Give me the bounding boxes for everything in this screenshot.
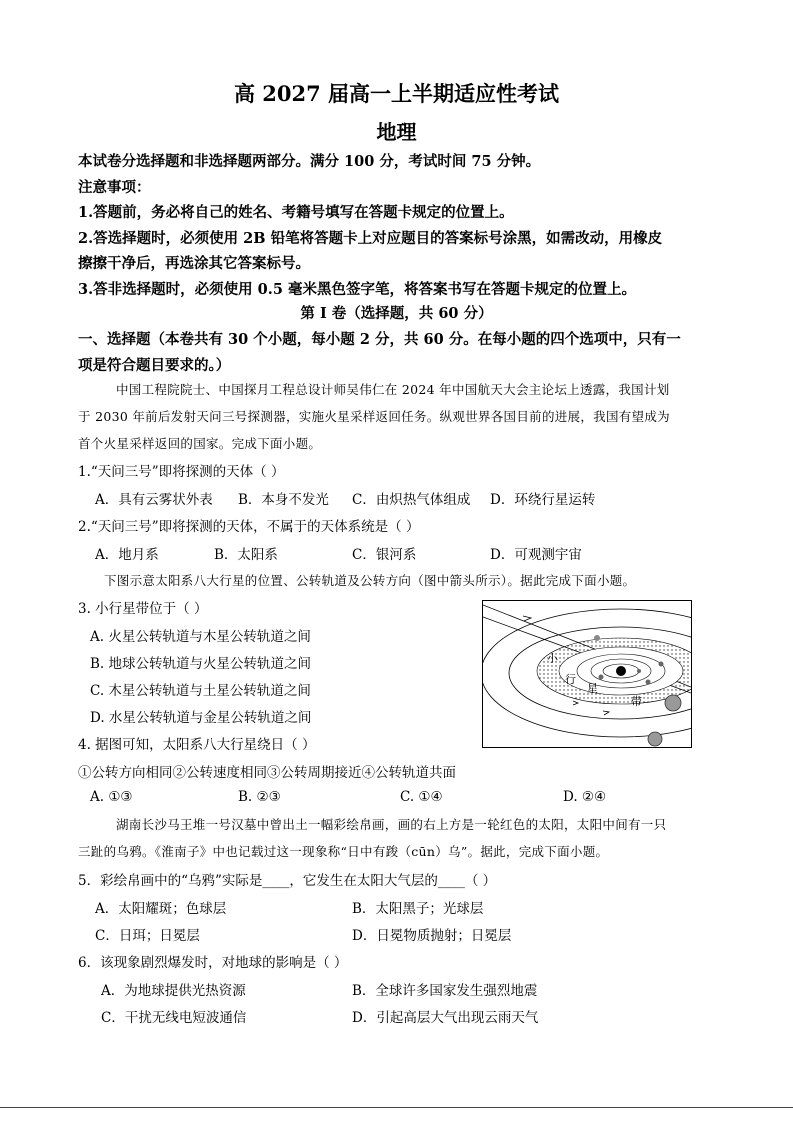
question-3-option-b[interactable]: B. 地球公转轨道与火星公转轨道之间 bbox=[90, 656, 312, 672]
subject-title: 地理 bbox=[376, 120, 417, 144]
question-4-choices: ①公转方向相同②公转速度相同③公转周期接近④公转轨道共面 bbox=[78, 765, 456, 781]
planet-mars bbox=[659, 662, 664, 667]
planet-earth bbox=[646, 680, 651, 685]
planet-venus bbox=[599, 675, 604, 680]
planet-mercury bbox=[637, 669, 641, 673]
solar-system-diagram bbox=[483, 601, 691, 747]
planet-uranus bbox=[594, 635, 600, 641]
question-4-option-b[interactable]: B. ②③ bbox=[238, 789, 281, 805]
part1-heading-line-2: 项是符合题目要求的。） bbox=[78, 357, 231, 374]
direction-arrow bbox=[573, 701, 578, 705]
question-2-option-a[interactable]: A．地月系 bbox=[95, 547, 159, 563]
exam-intro: 本试卷分选择题和非选择题两部分。满分 100 分，考试时间 75 分钟。 bbox=[78, 153, 541, 170]
passage-1-line-1: 中国工程院院士、中国探月工程总设计师吴伟仁在 2024 年中国航天大会主论坛上透露，我国计划 bbox=[116, 382, 670, 397]
sun-icon bbox=[616, 666, 626, 676]
question-3-stem: 3. 小行星带位于（ ） bbox=[78, 601, 208, 617]
asteroid-belt-label-3: 星 bbox=[587, 682, 598, 695]
page-title: 高 2027 届高一上半期适应性考试 bbox=[233, 81, 560, 106]
question-5-option-b[interactable]: B．太阳黑子；光球层 bbox=[352, 901, 484, 917]
question-5-option-d[interactable]: D．日冕物质抛射；日冕层 bbox=[352, 928, 512, 944]
question-2-option-c[interactable]: C．银河系 bbox=[352, 547, 417, 563]
passage-1-line-2: 于 2030 年前后发射天问三号探测器，实施火星采样返回任务。纵观世界各国目前的进展，我国有望成为 bbox=[78, 409, 670, 424]
passage-2-line-1: 下图示意太阳系八大行星的位置、公转轨道及公转方向（图中箭头所示）。据此完成下面小题。 bbox=[104, 573, 636, 588]
question-5-stem: 5．彩绘帛画中的“乌鸦”实际是____，它发生在太阳大气层的____（ ） bbox=[78, 873, 497, 889]
asteroid-belt-label-1: 小 bbox=[547, 652, 558, 665]
section-title: 第 I 卷（选择题，共 60 分） bbox=[300, 305, 493, 322]
passage-1-line-3: 首个火星采样返回的国家。完成下面小题。 bbox=[78, 436, 322, 451]
question-1-option-c[interactable]: C．由炽热气体组成 bbox=[352, 492, 471, 508]
question-1-option-b[interactable]: B．本身不发光 bbox=[238, 492, 329, 508]
question-4-stem: 4. 据图可知，太阳系八大行星绕日（ ） bbox=[78, 737, 316, 753]
question-5-option-c[interactable]: C．日珥；日冕层 bbox=[95, 928, 200, 944]
question-2-option-d[interactable]: D．可观测宇宙 bbox=[490, 547, 582, 563]
question-4-option-d[interactable]: D. ②④ bbox=[563, 789, 607, 805]
question-2-stem: 2.“天问三号”即将探测的天体，不属于的天体系统是（ ） bbox=[78, 519, 420, 535]
question-6-stem: 6．该现象剧烈爆发时，对地球的影响是（ ） bbox=[78, 955, 348, 971]
part1-heading-line-1: 一、选择题（本卷共有 30 个小题，每小题 2 分，共 60 分。在每小题的四个选项中，只有一 bbox=[78, 331, 681, 348]
question-3-option-d[interactable]: D. 水星公转轨道与金星公转轨道之间 bbox=[90, 710, 312, 726]
note-1: 1.答题前，务必将自己的姓名、考籍号填写在答题卡规定的位置上。 bbox=[78, 204, 514, 221]
direction-arrow bbox=[603, 711, 609, 715]
question-1-option-a[interactable]: A．具有云雾状外表 bbox=[95, 492, 213, 508]
question-3-option-a[interactable]: A. 火星公转轨道与木星公转轨道之间 bbox=[90, 629, 311, 645]
question-1-stem: 1.“天问三号”即将探测的天体（ ） bbox=[78, 464, 285, 480]
note-3: 3.答非选择题时，必须使用 0.5 毫米黑色签字笔，将答案书写在答题卡规定的位置上。 bbox=[78, 281, 636, 298]
question-4-option-a[interactable]: A. ①③ bbox=[90, 789, 133, 805]
note-2-line-2: 擦擦干净后，再选涂其它答案标号。 bbox=[78, 255, 310, 272]
question-4-option-c[interactable]: C. ①④ bbox=[400, 789, 443, 805]
direction-arrow bbox=[523, 616, 531, 621]
question-6-option-c[interactable]: C．干扰无线电短波通信 bbox=[101, 1010, 247, 1026]
question-6-option-b[interactable]: B．全球许多国家发生强烈地震 bbox=[352, 983, 538, 999]
passage-3-line-1: 湖南长沙马王堆一号汉墓中曾出土一幅彩绘帛画，画的右上方是一轮红色的太阳，太阳中间有一只 bbox=[116, 817, 667, 832]
question-5-option-a[interactable]: A．太阳耀斑；色球层 bbox=[95, 901, 227, 917]
asteroid-belt-label-4: 带 bbox=[631, 695, 642, 708]
note-2-line-1: 2.答选择题时，必须使用 2B 铅笔将答题卡上对应题目的答案标号涂黑，如需改动，用橡皮 bbox=[78, 230, 663, 247]
asteroid-belt-label-2: 行 bbox=[565, 673, 576, 686]
question-2-option-b[interactable]: B．太阳系 bbox=[214, 547, 278, 563]
question-1-option-d[interactable]: D．环绕行星运转 bbox=[490, 492, 596, 508]
question-6-option-d[interactable]: D．引起高层大气出现云雨天气 bbox=[352, 1010, 539, 1026]
question-3-option-c[interactable]: C. 木星公转轨道与土星公转轨道之间 bbox=[90, 683, 311, 699]
notes-title: 注意事项： bbox=[78, 179, 151, 196]
planet-jupiter bbox=[665, 695, 681, 711]
passage-3-line-2: 三趾的乌鸦。《淮南子》中也记载过这一现象称“日中有踆（cūn）乌”。据此，完成下面小题。 bbox=[78, 844, 609, 859]
solar-system-figure bbox=[482, 600, 692, 748]
question-6-option-a[interactable]: A．为地球提供光热资源 bbox=[101, 983, 246, 999]
page-bottom-divider bbox=[0, 1107, 793, 1108]
planet-saturn bbox=[648, 732, 662, 746]
